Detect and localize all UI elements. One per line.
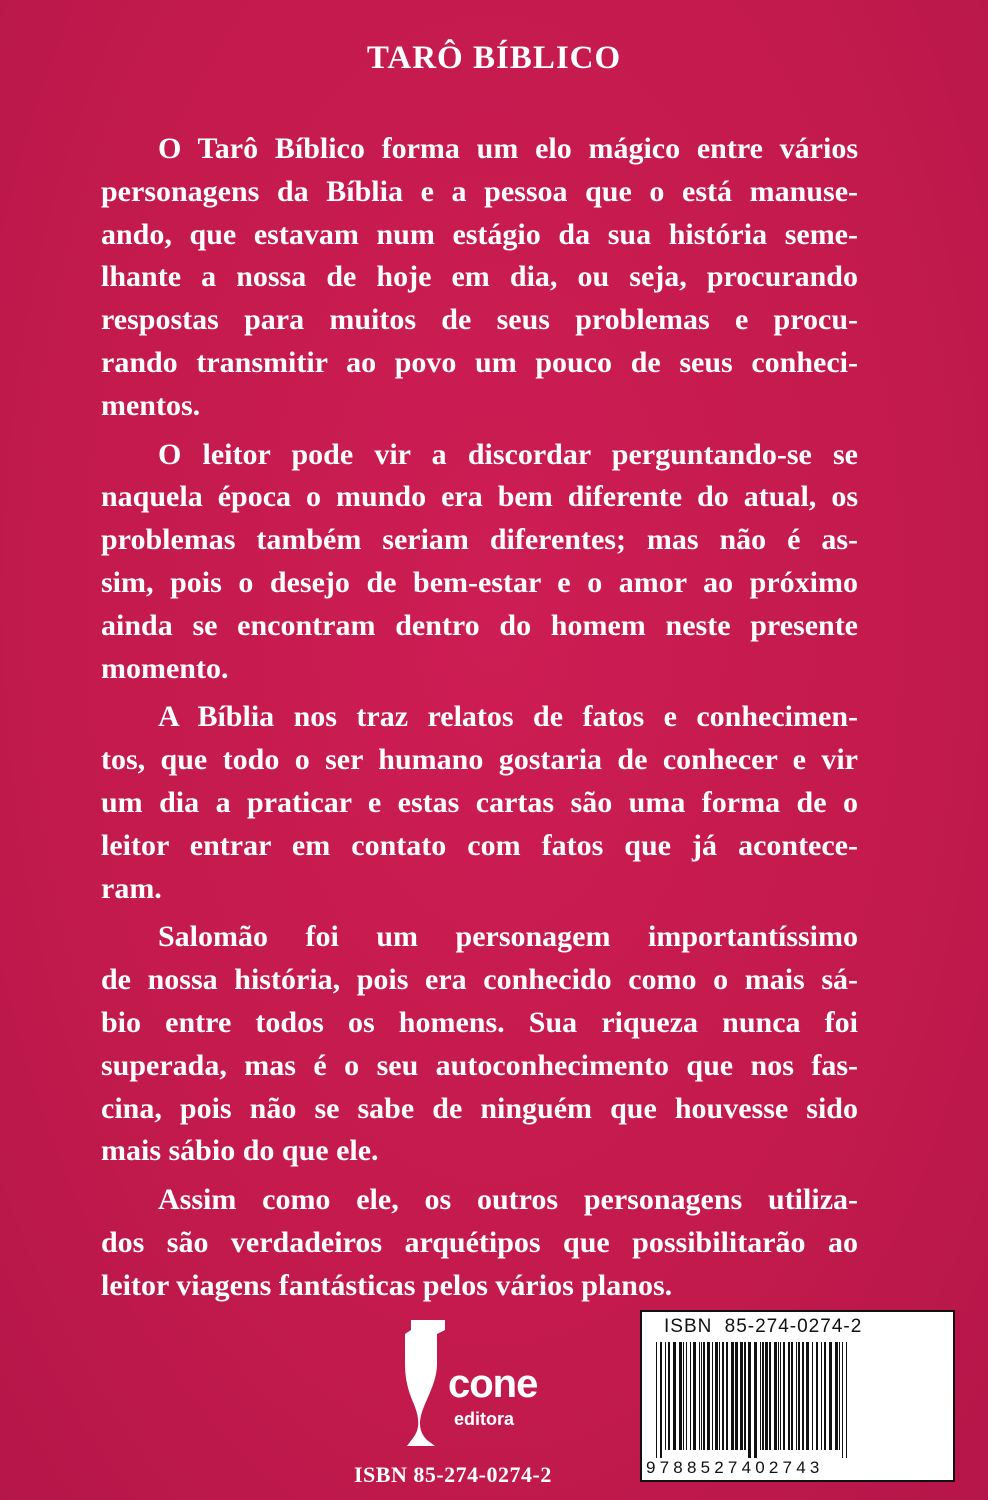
publisher-subtitle: editora: [454, 1409, 515, 1429]
barcode-bar: [762, 1342, 764, 1450]
barcode-bar: [798, 1342, 800, 1450]
barcode-digits: 9788527402743: [646, 1458, 824, 1477]
text-line: ainda se encontram dentro do homem neste presente: [101, 608, 858, 642]
barcode-bar: [722, 1342, 724, 1450]
paragraph: [101, 1179, 858, 1307]
barcode-bar: [835, 1342, 838, 1450]
text-line: naquela época o mundo era bem diferente do atual, os: [101, 480, 858, 514]
text-line: sim, pois o desejo de bem-estar e o amor ao próximo: [101, 565, 858, 599]
text-line: Assim como ele, os outros personagens utiliza-: [158, 1183, 858, 1217]
paragraph: [101, 434, 858, 691]
barcode-bar: [842, 1342, 843, 1458]
text-line: momento.: [101, 651, 229, 685]
paragraph: [101, 128, 858, 428]
barcode-bar: [754, 1342, 757, 1458]
barcode-panel: [640, 1310, 955, 1482]
barcode-bar: [748, 1342, 751, 1458]
text-line: superada, mas é o seu autoconhecimento que nos fas-: [101, 1048, 858, 1082]
barcode-bar: [829, 1342, 832, 1450]
barcode-bar: [760, 1342, 761, 1450]
isbn-text: ISBN 85-274-0274-2: [354, 1462, 552, 1487]
synopsis-text: [101, 128, 858, 1314]
barcode-bar: [780, 1342, 781, 1450]
text-line: respostas para muitos de seus problemas e procu-: [101, 303, 858, 337]
barcode-isbn-label: ISBN 85-274-0274-2: [664, 1316, 863, 1337]
paragraph: [101, 696, 858, 910]
barcode-bar: [693, 1342, 696, 1450]
barcode-bar: [665, 1342, 666, 1450]
barcode-bar: [656, 1342, 657, 1458]
text-line: problemas também seriam diferentes; mas não é as-: [101, 523, 858, 557]
barcode-bar: [690, 1342, 691, 1450]
text-line: dos são verdadeiros arquétipos que possibilitarão ao: [101, 1225, 858, 1259]
barcode-bar: [839, 1342, 840, 1450]
barcode-bar: [788, 1342, 790, 1450]
barcode-bar: [679, 1342, 682, 1450]
text-line: mais sábio do que ele.: [101, 1134, 379, 1168]
text-line: bio entre todos os homens. Sua riqueza nunca foi: [101, 1005, 858, 1039]
barcode-bar: [791, 1342, 793, 1450]
publisher-name: cone: [448, 1362, 538, 1406]
text-line: Salomão foi um personagem importantíssimo: [158, 920, 858, 954]
text-line: leitor entrar em contato com fatos que já acontece-: [101, 828, 858, 862]
barcode-bar: [683, 1342, 684, 1450]
barcode-icon: [656, 1342, 943, 1458]
text-line: cina, pois não se sabe de ninguém que houvesse sido: [101, 1091, 858, 1125]
text-line: de nossa história, pois era conhecido como o mais sá-: [101, 963, 858, 997]
barcode-bar: [731, 1342, 734, 1450]
barcode-bar: [774, 1342, 777, 1450]
barcode-bar: [701, 1342, 702, 1450]
barcode-bar: [806, 1342, 809, 1450]
barcode-bar: [802, 1342, 804, 1450]
barcode-bar: [712, 1342, 713, 1450]
text-line: O leitor pode vir a discordar perguntando-se se: [158, 437, 858, 471]
barcode-bar: [796, 1342, 797, 1450]
text-line: mentos.: [101, 388, 201, 422]
barcode-bar: [783, 1342, 785, 1450]
barcode-bar: [824, 1342, 826, 1450]
text-line: um dia a praticar e estas cartas são uma forma de o: [101, 785, 858, 819]
barcode-bar: [735, 1342, 738, 1450]
barcode-bar: [765, 1342, 768, 1450]
text-line: tos, que todo o ser humano gostaria de conhecer e vir: [101, 743, 858, 777]
barcode-bar: [699, 1342, 700, 1450]
barcode-bar: [673, 1342, 676, 1450]
text-line: leitor viagens fantásticas pelos vários planos.: [101, 1268, 673, 1302]
text-line: lhante a nossa de hoje em dia, ou seja, procurando: [101, 260, 858, 294]
barcode-bar: [707, 1342, 710, 1450]
paragraph: [101, 916, 858, 1173]
barcode-bar: [715, 1342, 718, 1450]
text-line: O Tarô Bíblico forma um elo mágico entre vários: [158, 132, 858, 165]
barcode-bar: [703, 1342, 705, 1450]
barcode-bar: [726, 1342, 728, 1450]
barcode-bar: [744, 1342, 746, 1450]
barcode-bar: [816, 1342, 818, 1450]
barcode-bar: [846, 1342, 847, 1458]
barcode-bar: [821, 1342, 822, 1450]
barcode-bar: [668, 1342, 670, 1450]
barcode-bar: [740, 1342, 743, 1450]
text-line: personagens da Bíblia e a pessoa que o está manuse-: [101, 174, 858, 208]
barcode-bar: [660, 1342, 662, 1458]
barcode-bar: [812, 1342, 813, 1450]
text-line: A Bíblia nos traz relatos de fatos e conhecimen-: [158, 700, 858, 734]
barcode-bar: [778, 1342, 779, 1450]
text-line: rando transmitir ao povo um pouco de seus conheci-: [101, 345, 858, 379]
text-line: ram.: [101, 871, 162, 905]
text-line: ando, que estavam num estágio da sua história seme-: [101, 217, 858, 251]
barcode-bar: [719, 1342, 720, 1450]
barcode-bar: [686, 1342, 687, 1450]
barcode-bar: [769, 1342, 771, 1450]
book-title: TARÔ BÍBLICO: [366, 40, 622, 76]
